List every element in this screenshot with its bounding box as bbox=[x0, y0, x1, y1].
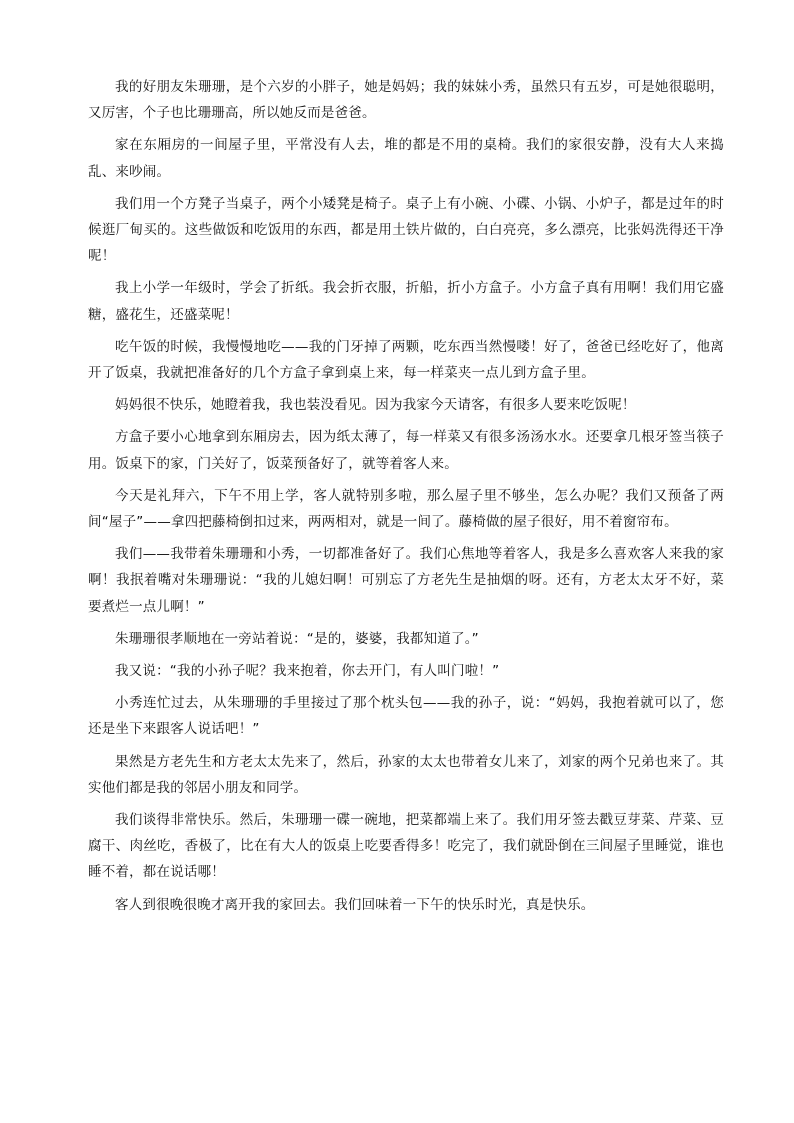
paragraph: 果然是方老先生和方老太太先来了，然后，孙家的太太也带着女儿来了，刘家的两个兄弟也来了。其实他们都是我的邻居小朋友和同学。 bbox=[88, 753, 724, 796]
paragraph: 小秀连忙过去，从朱珊珊的手里接过了那个枕头包——我的孙子，说：“妈妈，我抱着就可以了，您还是坐下来跟客人说话吧！” bbox=[88, 695, 724, 738]
paragraph: 朱珊珊很孝顺地在一旁站着说：“是的，婆婆，我都知道了。” bbox=[115, 630, 479, 647]
paragraph: 妈妈很不快乐，她瞪着我，我也装没看见。因为我家今天请客，有很多人要来吃饭呢！ bbox=[115, 397, 636, 414]
paragraph: 客人到很晚很晚才离开我的家回去。我们回味着一下午的快乐时光，真是快乐。 bbox=[115, 896, 595, 913]
paragraph: 我们用一个方凳子当桌子，两个小矮凳是椅子。桌子上有小碗、小碟、小锅、小炉子，都是过年的时候逛厂甸买的。这些做饭和吃饭用的东西，都是用土铁片做的，白白亮亮，多么漂亮，比张妈洗得还干净呢！ bbox=[88, 195, 724, 265]
paragraph: 我又说：“我的小孙子呢？我来抱着，你去开门，有人叫门啦！” bbox=[115, 663, 500, 680]
paragraph: 家在东厢房的一间屋子里，平常没有人去，堆的都是不用的桌椅。我们的家很安静，没有大人来捣乱、来吵闹。 bbox=[88, 137, 724, 180]
paragraph: 我上小学一年级时，学会了折纸。我会折衣服，折船，折小方盒子。小方盒子真有用啊！我们用它盛糖，盛花生，还盛菜呢！ bbox=[88, 280, 724, 323]
paragraph: 方盒子要小心地拿到东厢房去，因为纸太薄了，每一样菜又有很多汤汤水水。还要拿几根牙签当筷子用。饭桌下的家，门关好了，饭菜预备好了，就等着客人来。 bbox=[88, 429, 724, 472]
paragraph: 今天是礼拜六，下午不用上学，客人就特别多啦，那么屋子里不够坐，怎么办呢？我们又预备了两间“屋子”——拿四把藤椅倒扣过来，两两相对，就是一间了。藤椅做的屋子很好，用不着窗帘布。 bbox=[88, 487, 724, 531]
story-text bbox=[88, 74, 724, 924]
paragraph: 吃午饭的时候，我慢慢地吃——我的门牙掉了两颗，吃东西当然慢喽！好了，爸爸已经吃好了，他离开了饭桌，我就把准备好的几个方盒子拿到桌上来，每一样菜夹一点儿到方盒子里。 bbox=[88, 338, 724, 382]
paragraph: 我们谈得非常快乐。然后，朱珊珊一碟一碗地，把菜都端上来了。我们用牙签去戳豆芽菜、芹菜、豆腐干、肉丝吃，香极了，比在有大人的饭桌上吃要香得多！吃完了，我们就卧倒在三间屋子里睡觉，谁也睡不着，都在说话哪！ bbox=[88, 812, 724, 881]
paragraph: 我们——我带着朱珊珊和小秀，一切都准备好了。我们心焦地等着客人，我是多么喜欢客人来我的家啊！我抿着嘴对朱珊珊说：“我的儿媳妇啊！可别忘了方老先生是抽烟的呀。还有，方老太太牙不好，菜要煮烂一点儿啊！” bbox=[88, 546, 724, 615]
paragraph: 我的好朋友朱珊珊，是个六岁的小胖子，她是妈妈；我的妹妹小秀，虽然只有五岁，可是她很聪明，又厉害，个子也比珊珊高，所以她反而是爸爸。 bbox=[88, 79, 724, 122]
